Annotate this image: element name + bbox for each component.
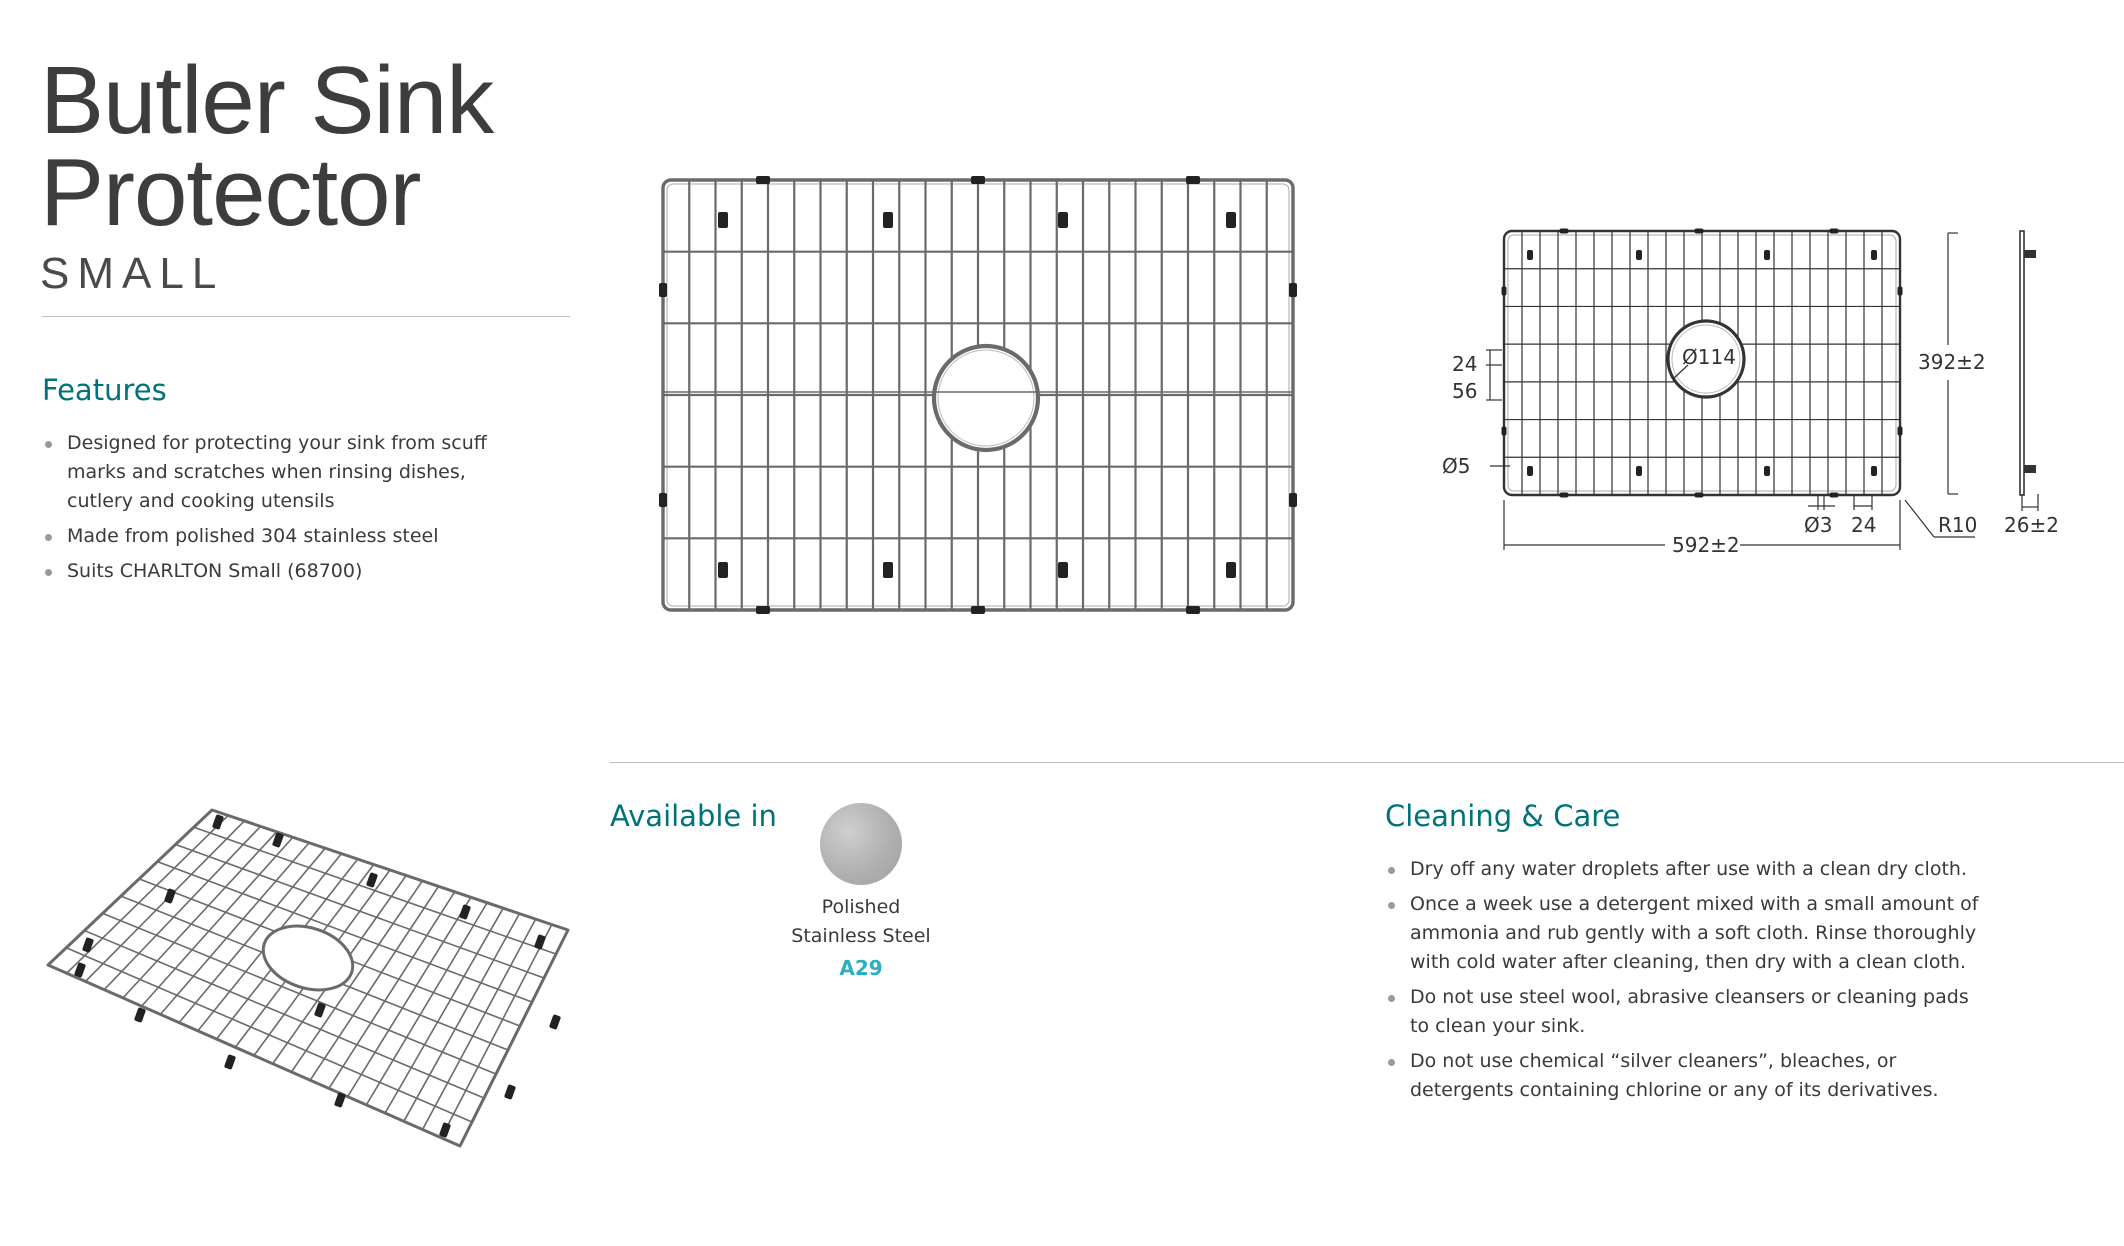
rubber-foot	[1502, 427, 1507, 436]
grid-wire	[142, 837, 293, 1006]
rubber-foot	[1226, 562, 1236, 578]
finish-swatch	[820, 803, 902, 885]
rubber-foot	[1898, 287, 1903, 296]
rubber-foot	[1636, 250, 1642, 260]
rubber-foot	[1186, 176, 1200, 184]
care-item: Dry off any water droplets after use with a clean dry cloth.	[1385, 855, 1985, 884]
dim-gap-label: 56	[1452, 379, 1478, 403]
rubber-foot	[883, 562, 893, 578]
rubber-foot	[459, 904, 471, 920]
care-item: Do not use steel wool, abrasive cleansers or cleaning pads to clean your sink.	[1385, 983, 1985, 1041]
rubber-foot	[366, 872, 378, 888]
rubber-foot	[718, 212, 728, 228]
features-heading: Features	[42, 373, 167, 407]
rubber-foot	[756, 176, 770, 184]
dim-wire-diameter-label: Ø3	[1804, 513, 1833, 537]
rubber-foot	[534, 934, 546, 950]
rubber-foot	[1871, 250, 1877, 260]
dim-pitch-label: 24	[1452, 352, 1478, 376]
finish-label	[760, 893, 962, 951]
dim-depth-label: 26±2	[2004, 513, 2059, 537]
rubber-foot	[659, 493, 667, 507]
rubber-foot	[971, 606, 985, 614]
grid-wire	[194, 827, 556, 954]
feature-item: Made from polished 304 stainless steel	[42, 522, 532, 551]
rubber-foot	[1226, 212, 1236, 228]
rubber-foot	[1636, 466, 1642, 476]
available-heading: Available in	[610, 799, 777, 833]
rubber-foot	[1764, 250, 1770, 260]
rubber-foot	[1502, 287, 1507, 296]
rubber-foot	[1527, 250, 1533, 260]
rubber-foot	[82, 937, 94, 953]
dimension-lines	[1486, 233, 2038, 550]
rubber-foot	[549, 1014, 561, 1030]
rubber-foot	[971, 176, 985, 184]
perspective-grid-wires	[48, 810, 568, 1146]
rubber-foot	[756, 606, 770, 614]
grid-wire	[67, 815, 228, 973]
rubber-foot	[1871, 466, 1877, 476]
care-item: Do not use chemical “silver cleaners”, bleaches, or detergents containing chlorine or any of its derivatives.	[1385, 1047, 1985, 1105]
dim-height-label: 392±2	[1918, 350, 1986, 374]
rubber-foot	[134, 1007, 146, 1023]
rubber-foot	[1695, 229, 1704, 234]
title-block	[40, 47, 494, 299]
rubber-foot	[1764, 466, 1770, 476]
grid-wire	[66, 948, 472, 1122]
grid-wire	[441, 925, 552, 1138]
care-heading: Cleaning & Care	[1385, 799, 1621, 833]
dim-hole-diameter-label: Ø114	[1682, 345, 1736, 369]
finish-label-line2: Stainless Steel	[791, 925, 931, 947]
dim-width-label: 592±2	[1672, 533, 1740, 557]
product-subtitle: SMALL	[40, 249, 225, 298]
dim-edge-label: 24	[1851, 513, 1877, 537]
perspective-view-image	[40, 800, 580, 1160]
technical-drawing	[1440, 215, 2070, 570]
dim-foot-diameter-label: Ø5	[1442, 454, 1471, 478]
rubber-foot	[1058, 562, 1068, 578]
dim-radius-label: R10	[1938, 513, 1978, 537]
product-title-line1: Butler Sink	[40, 47, 494, 154]
rubber-foot	[659, 283, 667, 297]
title-divider	[42, 316, 570, 317]
side-profile	[2020, 231, 2036, 495]
rubber-foot	[718, 562, 728, 578]
front-view-grid-image	[655, 170, 1305, 620]
rubber-foot	[1830, 229, 1839, 234]
finish-label-line1: Polished	[821, 896, 901, 918]
grid-wire	[104, 826, 260, 989]
rubber-foot	[1898, 427, 1903, 436]
rubber-foot	[1058, 212, 1068, 228]
drain-hole-ring	[934, 346, 1038, 450]
rubber-foot	[504, 1084, 516, 1100]
section-divider	[610, 762, 2124, 763]
rubber-foot	[334, 1092, 346, 1108]
care-list	[1385, 855, 1985, 1111]
grid-wire	[123, 832, 277, 998]
drain-hole-ring	[255, 915, 361, 1000]
care-item: Once a week use a detergent mixed with a small amount of ammonia and rub gently with a soft cloth. Rinse thoroughly with cold water after cleaning, then dry with a clean cloth.	[1385, 890, 1985, 977]
rubber-foot	[1560, 493, 1569, 498]
product-title-line2: Protector	[40, 139, 421, 246]
rubber-foot	[439, 1122, 451, 1138]
rubber-foot	[1830, 493, 1839, 498]
features-list	[42, 429, 532, 592]
rubber-foot	[1560, 229, 1569, 234]
rubber-foot	[1695, 493, 1704, 498]
finish-code: A29	[839, 956, 883, 980]
feature-item: Suits CHARLTON Small (68700)	[42, 557, 532, 586]
grid-wire	[176, 844, 544, 978]
rubber-foot	[1289, 493, 1297, 507]
rubber-foot	[224, 1054, 236, 1070]
rubber-foot	[1186, 606, 1200, 614]
rubber-foot	[164, 888, 176, 904]
front-grid-wires	[659, 176, 1297, 614]
feature-item: Designed for protecting your sink from scuff marks and scratches when rinsing dishes, cutlery and cooking utensils	[42, 429, 532, 516]
rubber-foot	[883, 212, 893, 228]
rubber-foot	[1527, 466, 1533, 476]
rubber-foot	[1289, 283, 1297, 297]
